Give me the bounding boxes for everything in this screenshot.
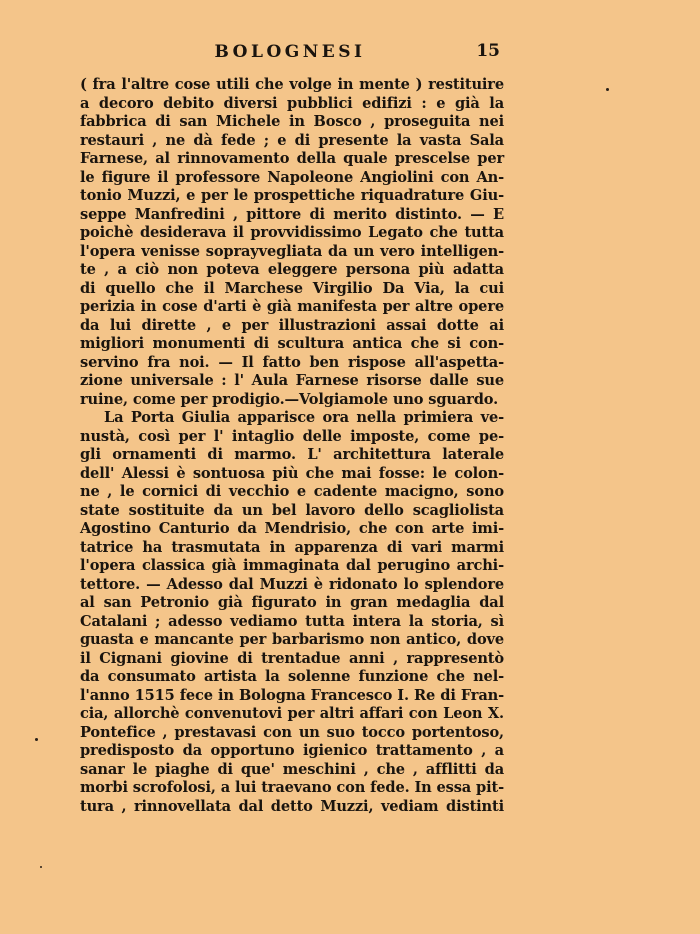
text-line: le figure il professore Napoleone Angiolini con An- [80, 168, 504, 186]
text-line: l'anno 1515 fece in Bologna Francesco I. Re di Fran- [80, 686, 504, 704]
text-line: state sostituite da un bel lavoro dello scagliolista [80, 501, 504, 519]
running-title: BOLOGNESI [214, 42, 366, 62]
text-line: gli ornamenti di marmo. L' architettura laterale [80, 446, 504, 463]
ink-speck [40, 866, 42, 868]
text-line: Agostino Canturio da Mendrisio, che con arte imi- [80, 520, 504, 537]
text-line: Pontefice , prestavasi con un suo tocco portentoso, [80, 723, 504, 741]
text-line: restauri , ne dà fede ; e di presente la vasta Sala [80, 131, 504, 149]
text-line: l'opera venisse soprayvegliata da un vero intelligen- [80, 242, 504, 260]
running-head [80, 40, 500, 66]
text-line: ruine, come per prodigio.—Volgiamole uno sguardo. [80, 390, 499, 408]
text-line: poichè desiderava il provvidissimo Legato che tutta [80, 224, 504, 241]
text-line: ne , le cornici di vecchio e cadente macigno, sono [80, 483, 504, 500]
text-line: sanar le piaghe di que' meschini , che , afflitti da [80, 760, 504, 778]
text-line: migliori monumenti di scultura antica che si con- [80, 335, 504, 352]
text-line: servino fra noi. — Il fatto ben rispose all'aspetta- [80, 353, 504, 371]
text-line: nustà, così per l' intaglio delle imposte, come pe- [80, 427, 504, 445]
text-line: morbi scrofolosi, a lui traevano con fede. In essa pit- [80, 779, 504, 796]
text-line: La Porta Giulia apparisce ora nella primiera ve- [104, 409, 504, 426]
text-line: tatrice ha trasmutata in apparenza di vari marmi [80, 538, 504, 556]
ink-speck [606, 88, 609, 91]
text-line: predisposto da opportuno igienico trattamento , a [80, 742, 504, 759]
text-line: di quello che il Marchese Virgilio Da Via, la cui [80, 279, 504, 297]
text-line: tura , rinnovellata dal detto Muzzi, vediam distinti [80, 797, 504, 815]
text-line: tonio Muzzi, e per le prospettiche riquadrature Giu- [80, 187, 504, 204]
text-line: te , a ciò non poteva eleggere persona più adatta [80, 261, 504, 278]
text-line: cia, allorchè convenutovi per altri affari con Leon X. [80, 705, 504, 722]
text-line: tettore. — Adesso dal Muzzi è ridonato lo splendore [80, 575, 504, 593]
text-line: al san Petronio già figurato in gran medaglia dal [80, 594, 504, 611]
text-line: dell' Alessi è sontuosa più che mai fosse: le colon- [80, 464, 504, 482]
text-line: a decoro debito diversi pubblici edifizi : e già la [80, 94, 504, 112]
text-line: l'opera classica già immaginata dal perugino archi- [80, 557, 504, 574]
text-line: Catalani ; adesso vediamo tutta intera la storia, sì [80, 612, 504, 630]
text-line: da consumato artista la solenne funzione che nel- [80, 668, 504, 685]
text-line: zione universale : l' Aula Farnese risorse dalle sue [80, 372, 504, 389]
text-line: perizia in cose d'arti è già manifesta per altre opere [80, 298, 504, 315]
text-line: seppe Manfredini , pittore di merito distinto. — E [80, 205, 504, 223]
text-line: fabbrica di san Michele in Bosco , proseguita nei [80, 113, 504, 130]
text-line: il Cignani giovine di trentadue anni , rappresentò [80, 649, 504, 667]
page-number: 15 [476, 41, 500, 61]
text-line: guasta e mancante per barbarismo non antico, dove [80, 631, 504, 648]
text-line: ( fra l'altre cose utili che volge in mente ) restituire [80, 76, 504, 93]
body-text [80, 76, 504, 816]
ink-speck [35, 738, 38, 741]
text-line: da lui dirette , e per illustrazioni assai dotte ai [80, 316, 504, 334]
text-line: Farnese, al rinnovamento della quale prescelse per [80, 150, 504, 167]
